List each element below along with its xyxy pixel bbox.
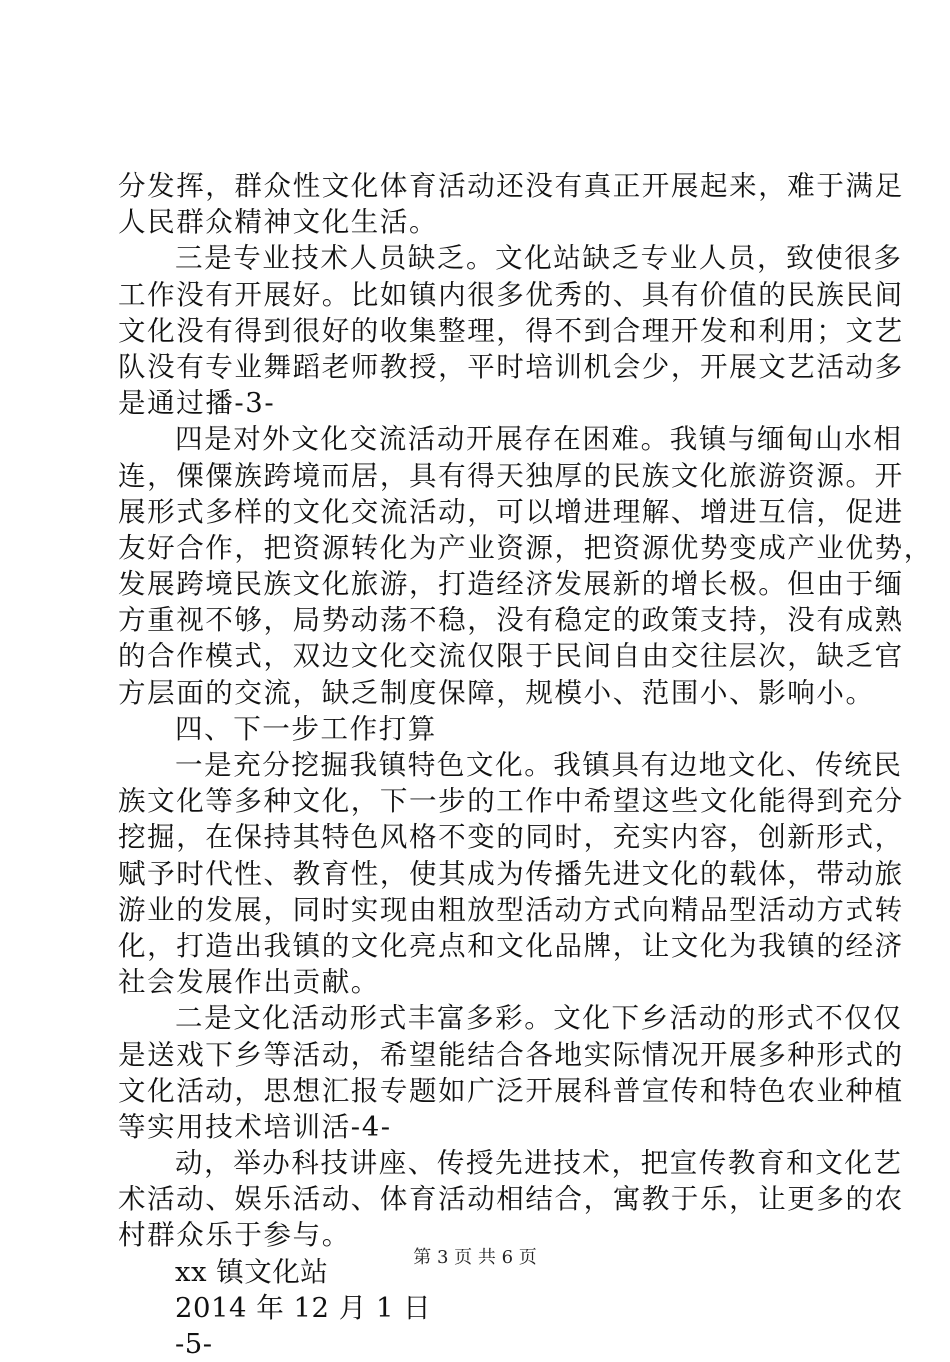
text-line: 村群众乐于参与。 bbox=[118, 1219, 351, 1252]
text-line: 三是专业技术人员缺乏。文化站缺乏专业人员，致使很多 bbox=[175, 242, 903, 275]
text-line: 一是充分挖掘我镇特色文化。我镇具有边地文化、传统民 bbox=[175, 749, 903, 781]
text-line: -5- bbox=[175, 1328, 213, 1360]
text-line: 化，打造出我镇的文化亮点和文化品牌，让文化为我镇的经济 bbox=[118, 929, 904, 962]
text-line: 社会发展作出贡献。 bbox=[118, 966, 380, 999]
text-line: 是通过播-3- bbox=[118, 387, 276, 420]
text-line: 动，举办科技讲座、传授先进技术，把宣传教育和文化艺 bbox=[175, 1147, 903, 1180]
text-line: 方层面的交流，缺乏制度保障，规模小、范围小、影响小。 bbox=[118, 676, 875, 709]
text-line: 发展跨境民族文化旅游，打造经济发展新的增长极。但由于缅 bbox=[118, 568, 904, 601]
text-line: 四是对外文化交流活动开展存在困难。我镇与缅甸山水相 bbox=[175, 423, 903, 456]
text-line: 术活动、娱乐活动、体育活动相结合，寓教于乐，让更多的农 bbox=[118, 1183, 904, 1216]
text-line: 族文化等多种文化，下一步的工作中希望这些文化能得到充分 bbox=[118, 785, 904, 818]
document-body bbox=[118, 168, 933, 1362]
text-line: 挖掘，在保持其特色风格不变的同时，充实内容，创新形式， bbox=[118, 821, 904, 854]
text-line: 文化活动，思想汇报专题如广泛开展科普宣传和特色农业种植 bbox=[118, 1074, 904, 1107]
text-line: 连，傈僳族跨境而居，具有得天独厚的民族文化旅游资源。开 bbox=[118, 459, 904, 492]
text-line: 方重视不够，局势动荡不稳，没有稳定的政策支持，没有成熟 bbox=[118, 604, 904, 637]
text-line: 友好合作，把资源转化为产业资源，把资源优势变成产业优势， bbox=[118, 531, 933, 564]
text-line: xx 镇文化站 bbox=[175, 1255, 329, 1288]
text-line: 等实用技术培训活-4- bbox=[118, 1110, 392, 1143]
text-line: 展形式多样的文化交流活动，可以增进理解、增进互信，促进 bbox=[118, 495, 904, 528]
text-line: 2014 年 12 月 1 日 bbox=[175, 1291, 432, 1324]
text-line: 二是文化活动形式丰富多彩。文化下乡活动的形式不仅仅 bbox=[175, 1002, 903, 1035]
text-line: 人民群众精神文化生活。 bbox=[118, 206, 439, 239]
text-line: 是送戏下乡等活动，希望能结合各地实际情况开展多种形式的 bbox=[118, 1038, 904, 1071]
page-footer: 第 3 页 共 6 页 bbox=[413, 1247, 537, 1268]
text-line: 四、下一步工作打算 bbox=[175, 712, 437, 745]
text-line: 的合作模式，双边文化交流仅限于民间自由交往层次，缺乏官 bbox=[118, 640, 904, 673]
text-line: 工作没有开展好。比如镇内很多优秀的、具有价值的民族民间 bbox=[118, 278, 904, 311]
text-line: 赋予时代性、教育性，使其成为传播先进文化的载体，带动旅 bbox=[118, 857, 904, 890]
text-line: 游业的发展，同时实现由粗放型活动方式向精品型活动方式转 bbox=[118, 893, 904, 926]
text-line: 队没有专业舞蹈老师教授，平时培训机会少，开展文艺活动多 bbox=[118, 350, 904, 383]
text-line: 分发挥，群众性文化体育活动还没有真正开展起来，难于满足 bbox=[118, 170, 904, 202]
text-line: 文化没有得到很好的收集整理，得不到合理开发和利用；文艺 bbox=[118, 314, 904, 347]
